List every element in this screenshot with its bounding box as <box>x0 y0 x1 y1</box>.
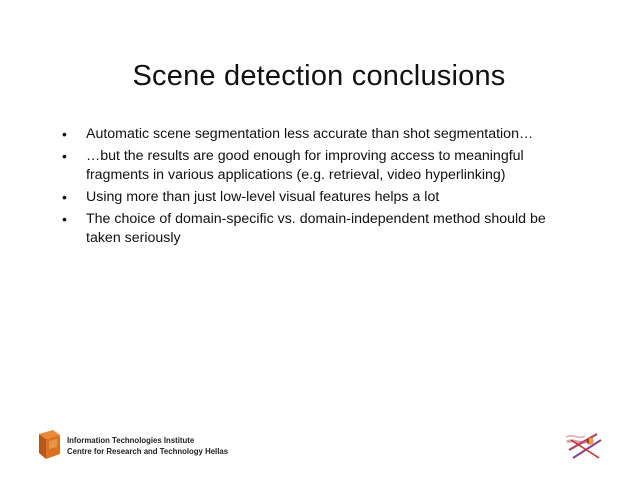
institute-line-2: Centre for Research and Technology Hellas <box>67 447 229 456</box>
bullet-list <box>62 125 582 251</box>
bullet-text: Automatic scene segmentation less accurate than shot segmentation… <box>86 126 534 142</box>
bullet-symbol: • <box>62 148 67 164</box>
project-logo-icon <box>563 428 605 462</box>
bullet-item <box>62 125 582 144</box>
institute-line-1: Information Technologies Institute <box>67 436 195 445</box>
institute-footer <box>67 435 228 457</box>
bullet-text: …but the results are good enough for improving access to meaningful fragments in various applications (e.g. retrieval, video hyperlinking) <box>86 148 524 183</box>
slide-title: Scene detection conclusions <box>132 60 506 92</box>
bullet-item <box>62 147 582 185</box>
bullet-symbol: • <box>62 189 67 205</box>
bullet-symbol: • <box>62 211 67 227</box>
certh-cube-logo-icon <box>36 428 62 462</box>
bullet-item <box>62 188 582 207</box>
bullet-text: Using more than just low-level visual features helps a lot <box>86 189 440 205</box>
bullet-item <box>62 210 582 248</box>
bullet-symbol: • <box>62 126 67 142</box>
bullet-text: The choice of domain-specific vs. domain-independent method should be taken seriously <box>86 211 546 246</box>
